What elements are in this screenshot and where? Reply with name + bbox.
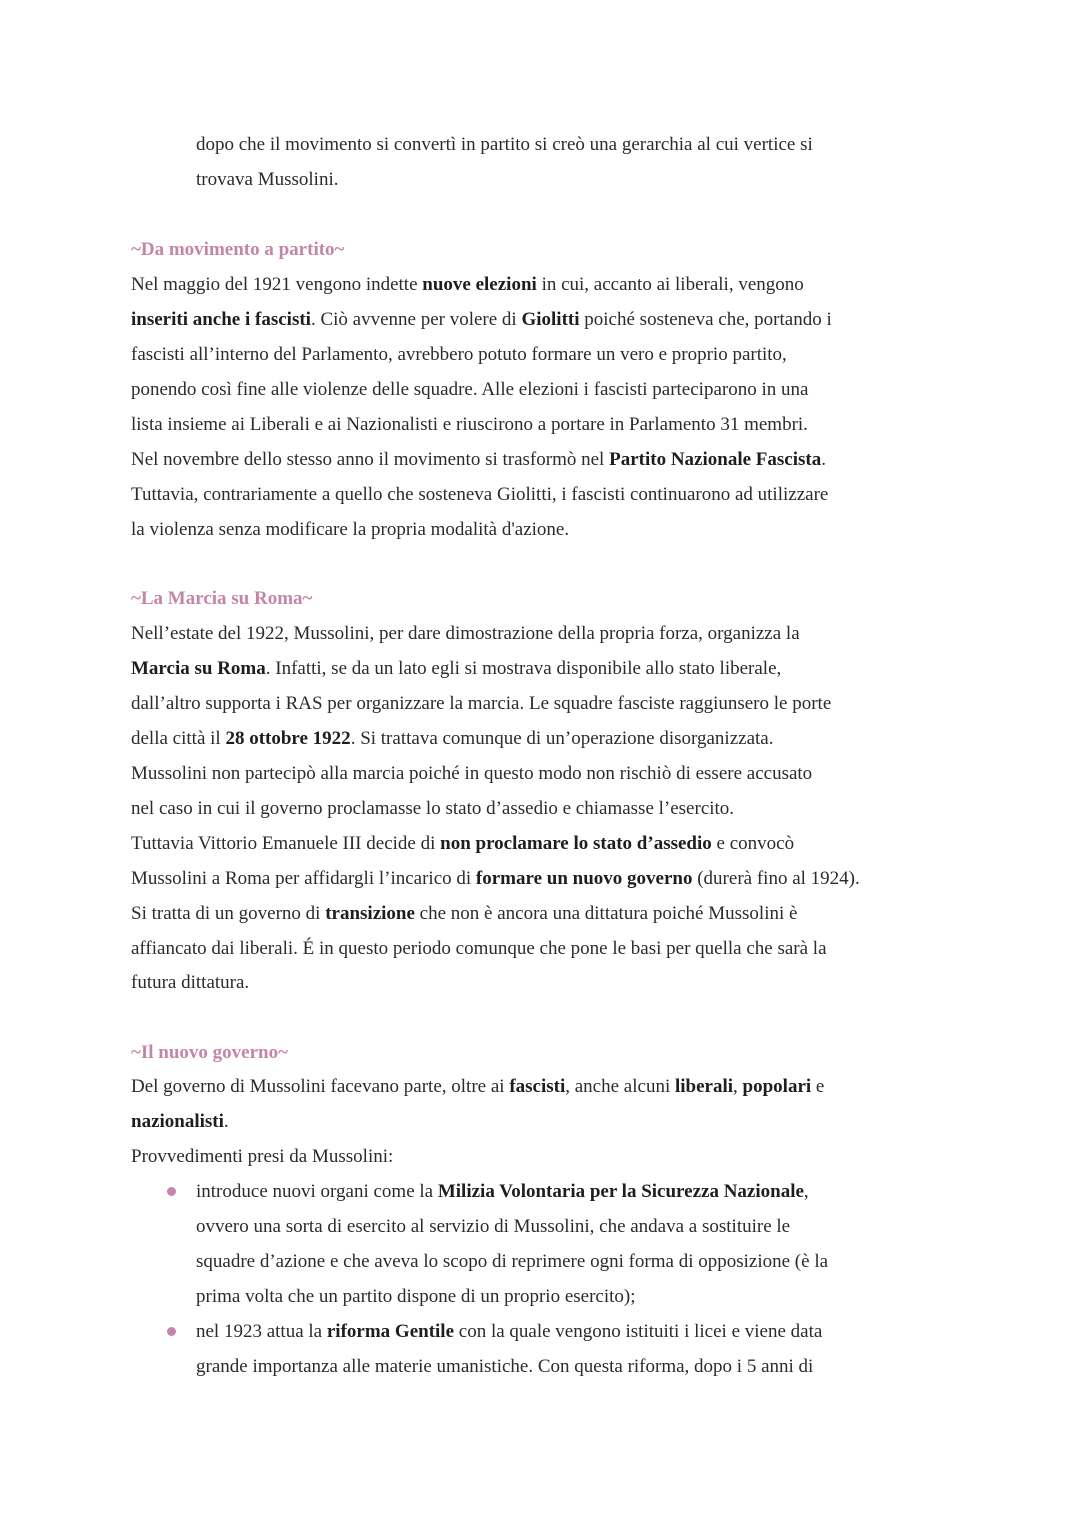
paragraph-line: dall’altro supporta i RAS per organizzare la marcia. Le squadre fasciste raggiunsero le porte [131, 693, 832, 714]
paragraph-line: Nel novembre dello stesso anno il movimento si trasformò nel Partito Nazionale Fascista. [131, 449, 826, 470]
intro-line [196, 168, 339, 192]
paragraph-text: dopo che il movimento si convertì in partito si creò una gerarchia al cui vertice si [196, 134, 813, 155]
list-item-line: grande importanza alle materie umanistiche. Con questa riforma, dopo i 5 anni di [196, 1356, 814, 1377]
section-heading-governo: ~Il nuovo governo~ [131, 1042, 289, 1063]
bold-term: popolari [742, 1076, 812, 1097]
paragraph-line: Mussolini non partecipò alla marcia poiché in questo modo non rischiò di essere accusato [131, 763, 813, 784]
bold-term: Marcia su Roma [131, 658, 266, 679]
intro-line [196, 133, 813, 157]
bold-term: nazionalisti [131, 1111, 224, 1132]
paragraph-line: Si tratta di un governo di transizione che non è ancora una dittatura poiché Mussolini è [131, 903, 798, 924]
list-item-line: squadre d’azione e che aveva lo scopo di reprimere ogni forma di opposizione (è la [196, 1251, 829, 1272]
paragraph-text: trovava Mussolini. [196, 169, 339, 190]
bold-term: non proclamare lo stato d’assedio [440, 833, 712, 854]
bold-term: Giolitti [521, 309, 580, 330]
list-item-line: prima volta che un partito dispone di un proprio esercito); [196, 1286, 636, 1307]
paragraph-line: Nel maggio del 1921 vengono indette nuove elezioni in cui, accanto ai liberali, vengono [131, 274, 804, 295]
bold-term: formare un nuovo governo [475, 868, 693, 889]
bullet-dot-icon [167, 1187, 176, 1196]
paragraph-line: Tuttavia, contrariamente a quello che sosteneva Giolitti, i fascisti continuarono ad utilizzare [131, 484, 829, 505]
paragraph-line: nel caso in cui il governo proclamasse lo stato d’assedio e chiamasse l’esercito. [131, 798, 735, 819]
bold-term: transizione [325, 903, 415, 924]
paragraph-line: Del governo di Mussolini facevano parte, oltre ai fascisti, anche alcuni liberali, popolari e [131, 1076, 825, 1097]
section-heading-marcia: ~La Marcia su Roma~ [131, 588, 313, 609]
list-item-line: introduce nuovi organi come la Milizia Volontaria per la Sicurezza Nazionale, [196, 1181, 809, 1202]
paragraph-line: futura dittatura. [131, 972, 250, 993]
section-heading-movimento: ~Da movimento a partito~ [131, 239, 345, 260]
paragraph-line: Provvedimenti presi da Mussolini: [131, 1146, 394, 1167]
paragraph-line: affiancato dai liberali. É in questo periodo comunque che pone le basi per quella che sarà la [131, 938, 827, 959]
bold-term: fascisti [509, 1076, 566, 1097]
paragraph-line: Tuttavia Vittorio Emanuele III decide di non proclamare lo stato d’assedio e convocò [131, 833, 795, 854]
bold-term: Partito Nazionale Fascista [609, 449, 822, 470]
bold-term: riforma Gentile [326, 1321, 455, 1342]
paragraph-line: fascisti all’interno del Parlamento, avrebbero potuto formare un vero e proprio partito, [131, 344, 787, 365]
bold-term: inseriti anche i fascisti [131, 309, 311, 330]
paragraph-line: inseriti anche i fascisti. Ciò avvenne per volere di Giolitti poiché sosteneva che, portando i [131, 309, 832, 330]
paragraph-line: Mussolini a Roma per affidargli l’incarico di formare un nuovo governo (durerà fino al 1924). [131, 868, 860, 889]
bold-term: liberali [674, 1076, 734, 1097]
paragraph-line: della città il 28 ottobre 1922. Si trattava comunque di un’operazione disorganizzata. [131, 728, 774, 749]
paragraph-line: ponendo così fine alle violenze delle squadre. Alle elezioni i fascisti parteciparono in una [131, 379, 809, 400]
list-item-line: ovvero una sorta di esercito al servizio di Mussolini, che andava a sostituire le [196, 1216, 791, 1237]
paragraph-line: la violenza senza modificare la propria modalità d'azione. [131, 519, 570, 540]
bullet-dot-icon [167, 1327, 176, 1336]
paragraph-line: nazionalisti. [131, 1111, 229, 1132]
paragraph-line: lista insieme ai Liberali e ai Nazionalisti e riuscirono a portare in Parlamento 31 membri. [131, 414, 808, 435]
bold-term: nuove elezioni [422, 274, 537, 295]
bold-term: Milizia Volontaria per la Sicurezza Nazionale [437, 1181, 804, 1202]
paragraph-line: Marcia su Roma. Infatti, se da un lato egli si mostrava disponibile allo stato liberale, [131, 658, 782, 679]
bold-term: 28 ottobre 1922 [225, 728, 351, 749]
list-item-line: nel 1923 attua la riforma Gentile con la quale vengono istituiti i licei e viene data [196, 1321, 823, 1342]
paragraph-line: Nell’estate del 1922, Mussolini, per dare dimostrazione della propria forza, organizza la [131, 623, 800, 644]
